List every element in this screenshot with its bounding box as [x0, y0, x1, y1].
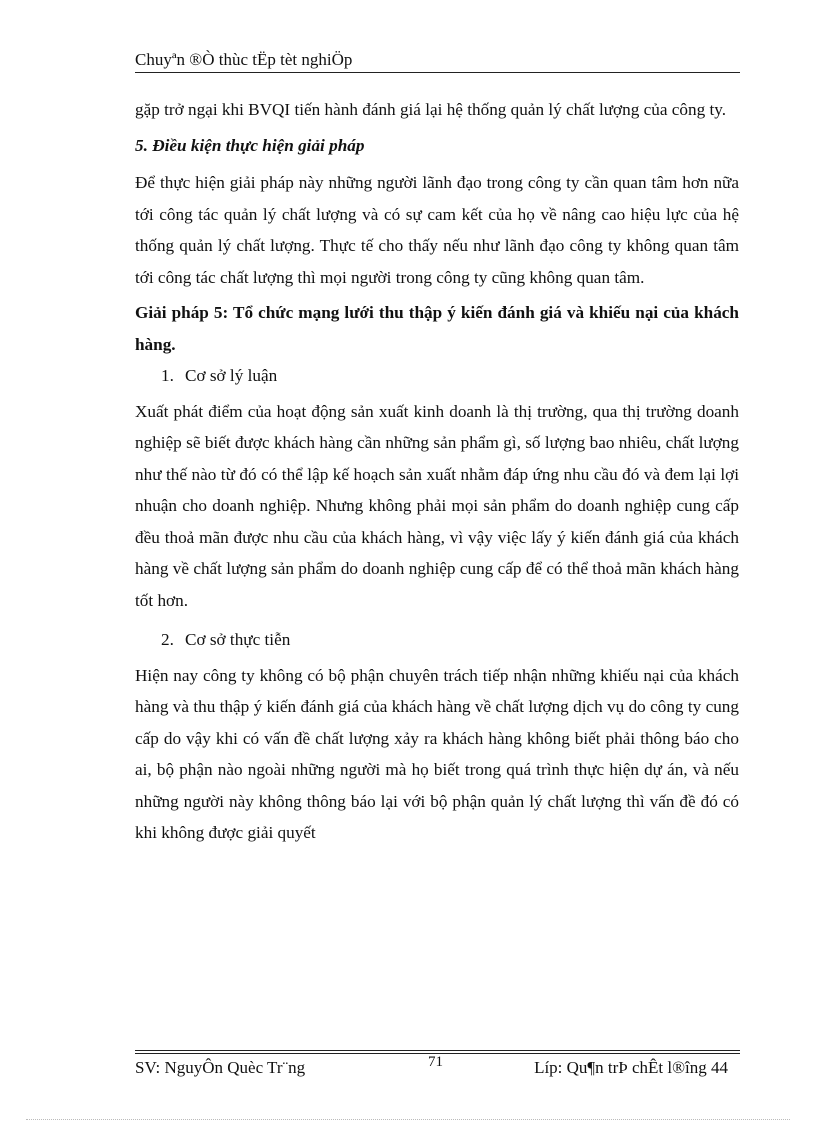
list-label: Cơ sở lý luận	[185, 366, 278, 385]
paragraph-continuation: gặp trở ngại khi BVQI tiến hành đánh giá lại hệ thống quản lý chất lượng của công ty.	[135, 100, 727, 119]
paragraph-conditions: Để thực hiện giải pháp này những người lãnh đạo trong công ty cần quan tâm hơn nữa tới công tác quản lý chất lượng và có sự cam kết của họ về nâng cao hiệu lực của hệ thống quản lý chất lượng. Thực tế cho thấy nếu như lãnh đạo công ty không quan tâm tới công tác chất lượng thì mọi người trong công ty cũng không quan tâm.	[135, 173, 739, 287]
list-item-practice	[161, 624, 739, 656]
page-number: 71	[428, 1054, 443, 1070]
paragraph-practice: Hiện nay công ty không có bộ phận chuyên trách tiếp nhận những khiếu nại của khách hàng và thu thập ý kiến đánh giá của khách hàng về chất lượng dịch vụ do công ty cung cấp do vậy khi có vấn đề chất lượng xảy ra khách hàng không biết phải thông báo cho ai, bộ phận nào ngoài những người mà họ biết trong quá trình thực hiện dự án, và nếu những người này không thông báo lại với bộ phận quản lý chất lượng thì vấn đề đó có khi không được giải quyết	[135, 665, 739, 842]
running-header: Chuyªn ®Ò thùc tËp tèt nghiÖp	[135, 50, 353, 69]
running-footer	[135, 1054, 740, 1078]
list-number: 2.	[161, 630, 174, 649]
list-number: 1.	[161, 366, 174, 385]
section-heading-5: 5. Điều kiện thực hiện giải pháp	[135, 135, 365, 155]
header-divider	[135, 72, 740, 73]
footer-class: Líp: Qu¶n trÞ chÊt l®îng 44	[534, 1058, 728, 1077]
paragraph-theory: Xuất phát điểm của hoạt động sản xuất kinh doanh là thị trường, qua thị trường doanh nghiệp sẽ biết được khách hàng cần những sản phẩm gì, số lượng bao nhiêu, chất lượng như thế nào từ đó có thể lập kế hoạch sản xuất nhằm đáp ứng nhu cầu đó và đem lại lợi nhuận cho doanh nghiệp. Nhưng không phải mọi sản phẩm do doanh nghiệp cung cấp đều thoả mãn được nhu cầu của khách hàng, vì vậy việc lấy ý kiến đánh giá của khách hàng về chất lượng sản phẩm do doanh nghiệp cung cấp để có thể thoả mãn khách hàng tốt hơn.	[135, 401, 739, 610]
list-label: Cơ sở thực tiễn	[185, 630, 291, 649]
list-item-theory	[161, 360, 739, 392]
page-edge-dotted	[26, 1119, 790, 1120]
solution-heading: Giải pháp 5: Tổ chức mạng lưới thu thập ý kiến đánh giá và khiếu nại của khách hàng.	[135, 303, 739, 354]
document-body	[135, 94, 739, 849]
footer-student: SV: NguyÔn Quèc Tr¨ng	[135, 1058, 306, 1077]
